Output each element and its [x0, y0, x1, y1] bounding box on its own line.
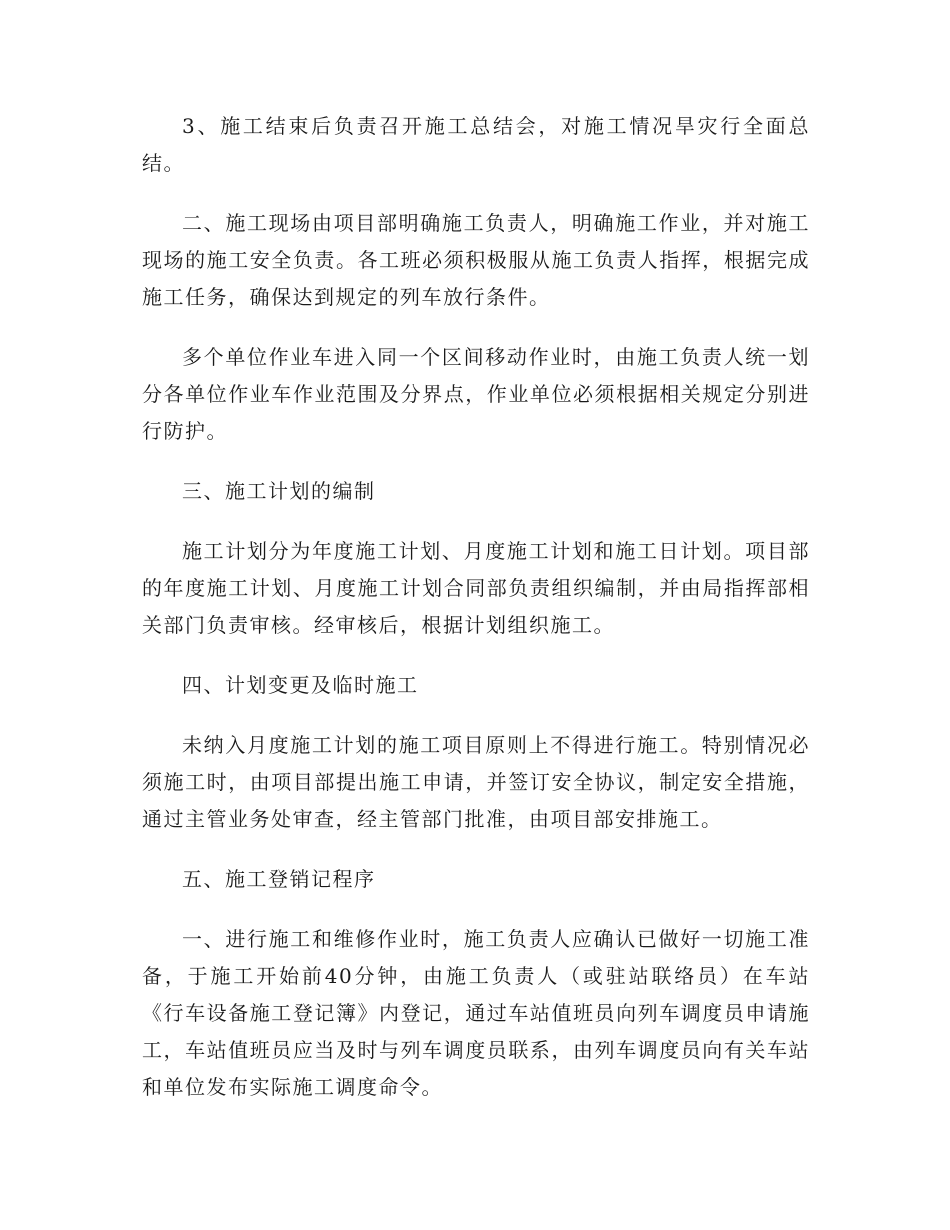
paragraph-plan-types: 施工计划分为年度施工计划、月度施工计划和施工日计划。项目部的年度施工计划、月度施工计划合同部负责组织编制，并由局指挥部相关部门负责审核。经审核后，根据计划组织施工。: [142, 539, 810, 637]
heading-plan-change: 四、计划变更及临时施工: [182, 673, 419, 697]
paragraph-multi-unit-operation: 多个单位作业车进入同一个区间移动作业时，由施工负责人统一划分各单位作业车作业范围及分界点，作业单位必须根据相关规定分别进行防护。: [142, 345, 810, 443]
paragraph-registration-steps: 一、进行施工和维修作业时，施工负责人应确认已做好一切施工准备，于施工开始前40分钟，由施工负责人（或驻站联络员）在车站《行车设备施工登记簿》内登记，通过车站值班员向列车调度员申请施工，车站值班员应当及时与列车调度员联系，由列车调度员向有关车站和单位发布实际施工调度命令。: [142, 927, 810, 1099]
paragraph-site-responsibility: 二、施工现场由项目部明确施工负责人，明确施工作业，并对施工现场的施工安全负责。各工班必须积极服从施工负责人指挥，根据完成施工任务，确保达到规定的列车放行条件。: [142, 211, 810, 309]
paragraph-unplanned-construction: 未纳入月度施工计划的施工项目原则上不得进行施工。特别情况必须施工时，由项目部提出施工申请，并签订安全协议，制定安全措施，通过主管业务处审查，经主管部门批准，由项目部安排施工。: [142, 733, 810, 831]
paragraph-summary-meeting: 3、施工结束后负责召开施工总结会，对施工情况旱灾行全面总结。: [142, 114, 810, 175]
heading-plan-compilation: 三、施工计划的编制: [182, 479, 376, 503]
heading-registration-procedure: 五、施工登销记程序: [182, 867, 376, 891]
